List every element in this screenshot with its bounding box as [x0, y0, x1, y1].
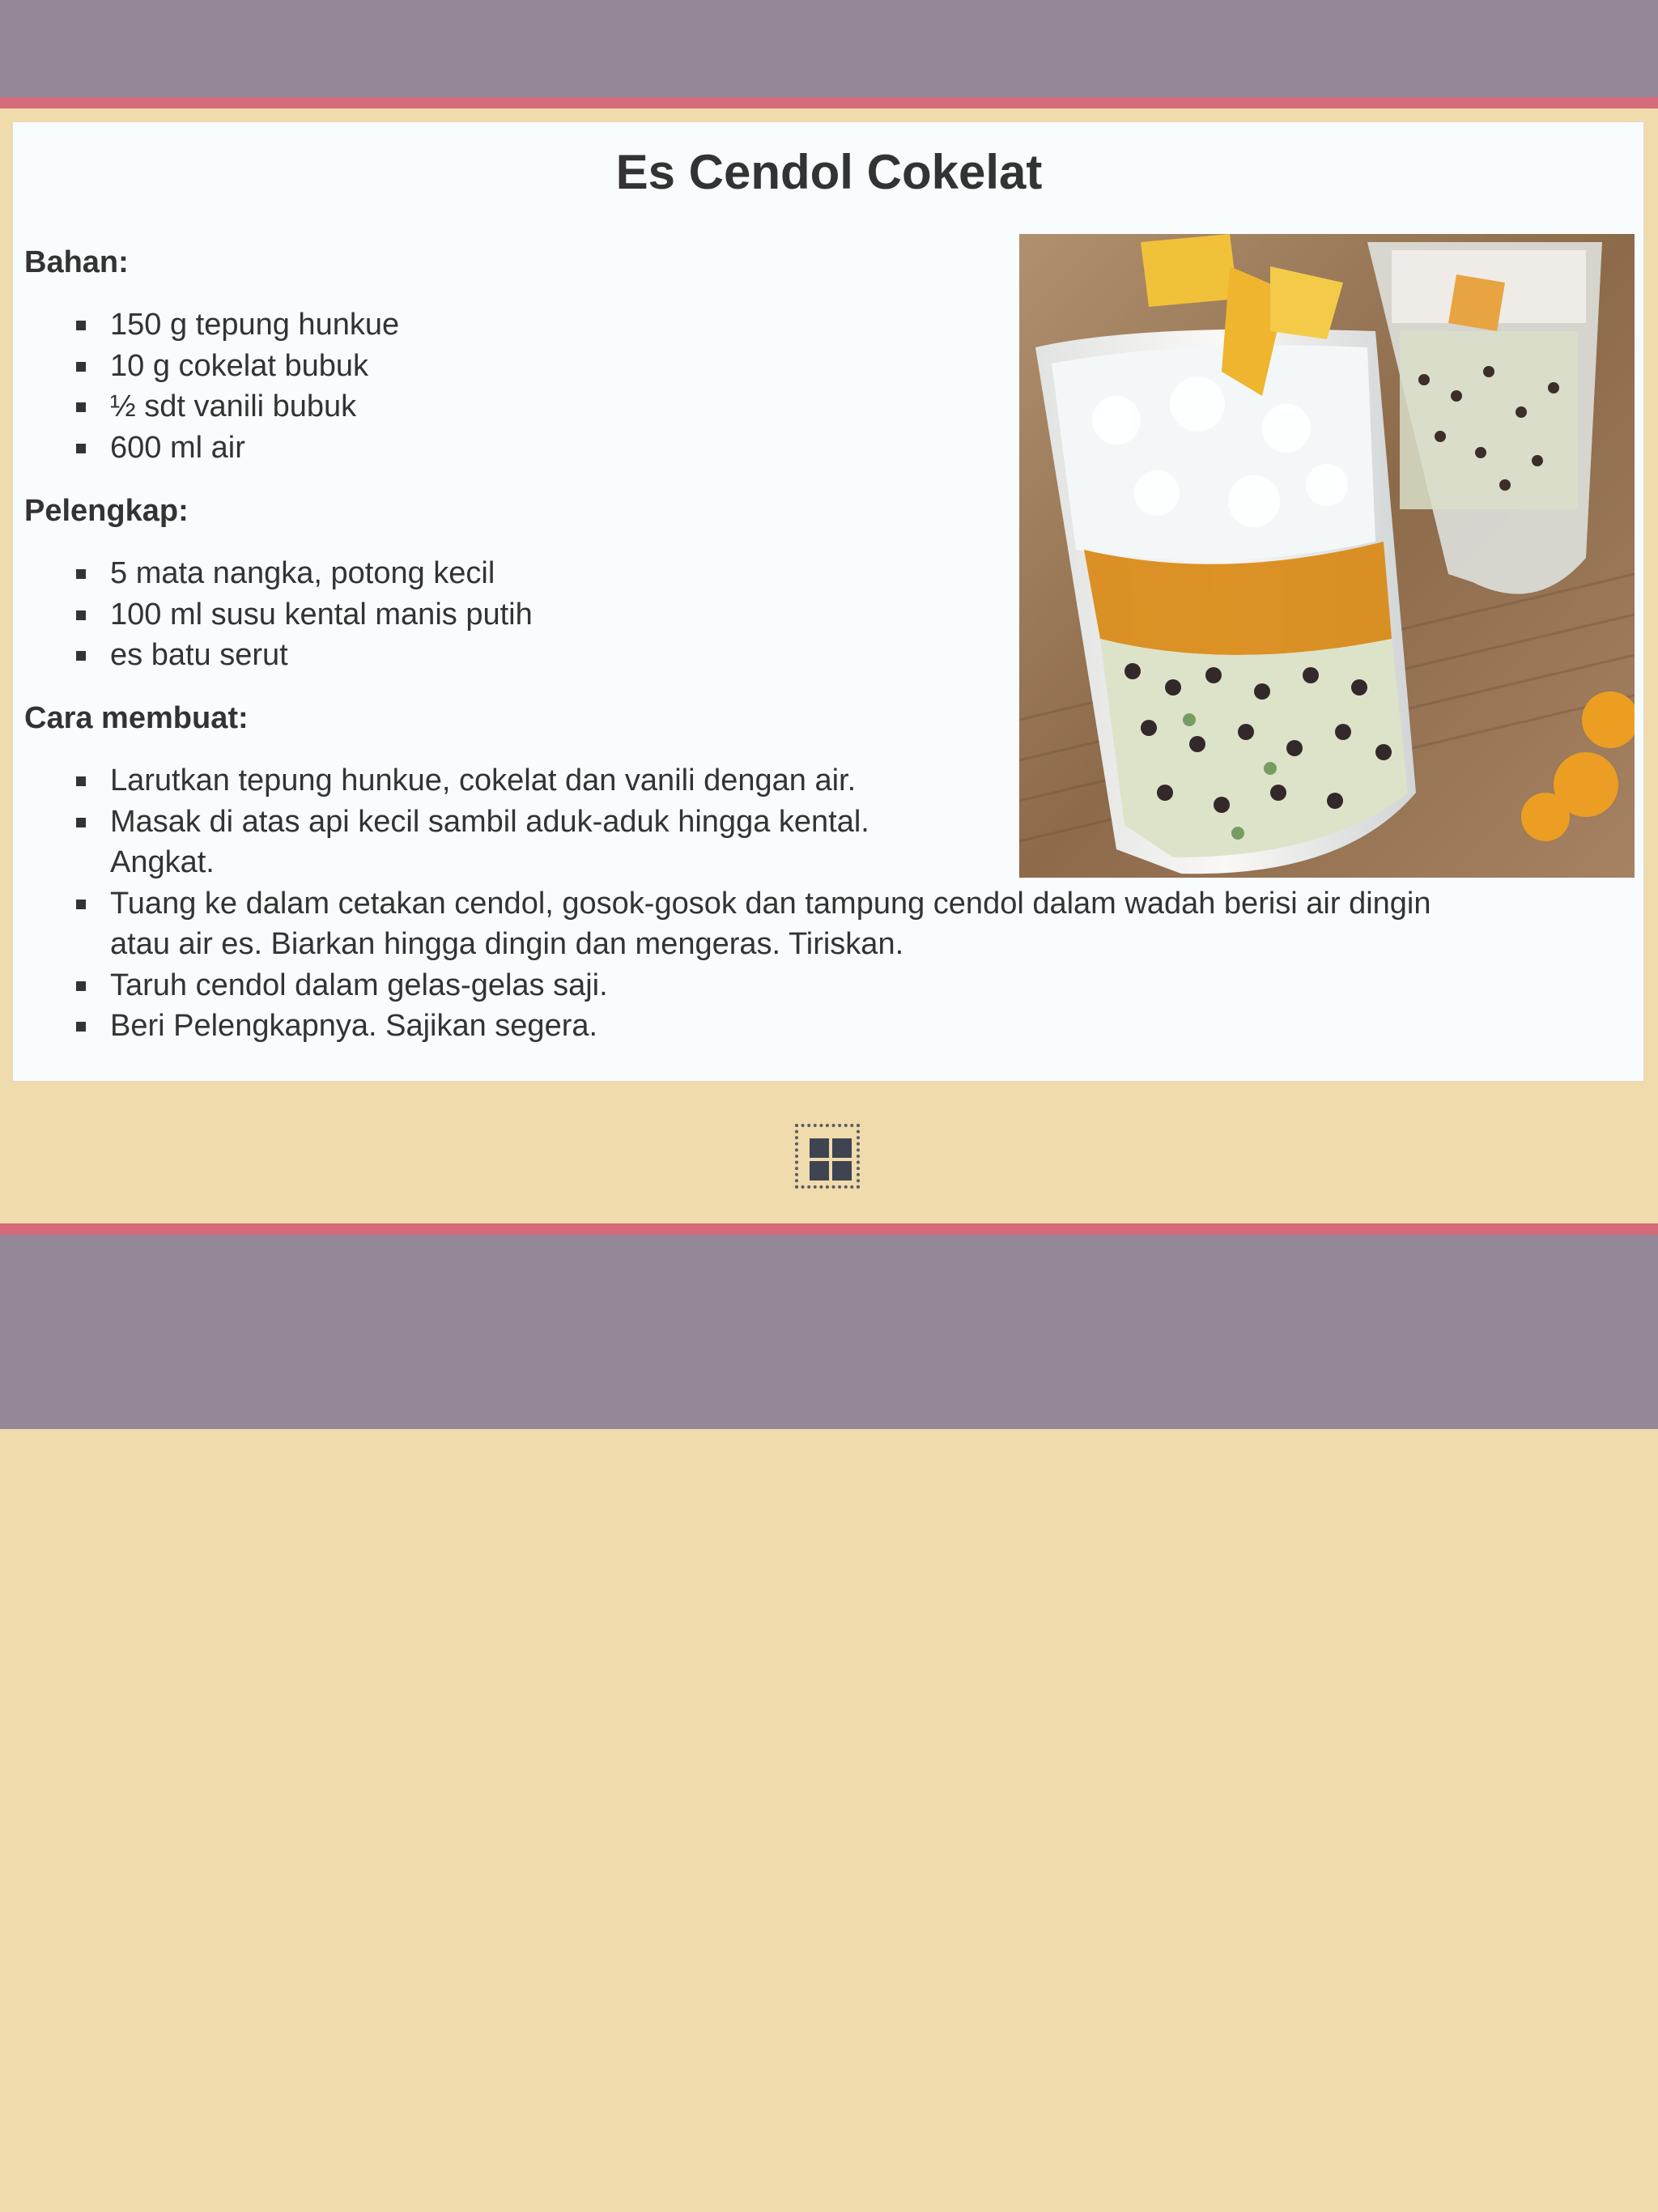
list-item: [13, 346, 1486, 387]
list-item: [13, 802, 928, 883]
header-band: [0, 0, 1658, 97]
list-item-text: ½ sdt vanili bubuk: [110, 389, 357, 423]
list-item-text: 100 ml susu kental manis putih: [110, 597, 533, 632]
bullet-icon: [76, 569, 86, 579]
recipe-card: [12, 121, 1644, 1082]
list-item-text: Beri Pelengkapnya. Sajikan segera.: [110, 1009, 598, 1043]
bullet-icon: [76, 981, 86, 991]
bullet-icon: [76, 610, 86, 620]
grid-menu-button[interactable]: [795, 1124, 860, 1189]
grid-icon-cell: [832, 1161, 852, 1180]
pelengkap-list: [13, 553, 1486, 676]
bullet-icon: [76, 444, 86, 453]
page-title: Es Cendol Cokelat: [615, 145, 1043, 199]
list-item: [13, 760, 928, 802]
list-item: [13, 553, 1486, 594]
bullet-icon: [76, 776, 86, 786]
grid-icon-cell: [810, 1161, 829, 1180]
cara-list: [13, 760, 1486, 1047]
pelengkap-heading: Pelengkap:: [24, 494, 189, 528]
bullet-icon: [76, 321, 86, 330]
header-stripe: [0, 97, 1658, 108]
list-item: [13, 304, 1486, 346]
bahan-heading: Bahan:: [24, 245, 129, 279]
list-item: [13, 428, 1486, 469]
list-item-text: 150 g tepung hunkue: [110, 308, 400, 342]
list-item-text: 600 ml air: [110, 430, 245, 465]
cara-heading: Cara membuat:: [24, 701, 249, 735]
list-item-text: 10 g cokelat bubuk: [110, 348, 369, 383]
bullet-icon: [76, 651, 86, 661]
list-item: [13, 594, 1486, 636]
list-item: [13, 1006, 1486, 1047]
list-item-text: es batu serut: [110, 638, 288, 672]
bullet-icon: [76, 402, 86, 412]
footer-stripe: [0, 1223, 1658, 1235]
list-item-text: Taruh cendol dalam gelas-gelas saji.: [110, 968, 608, 1002]
bullet-icon: [76, 362, 86, 372]
list-item-text: Tuang ke dalam cetakan cendol, gosok-gosok dan tampung cendol dalam wadah berisi air dingin atau air es. Biarkan hingga dingin dan mengeras. Tiriskan.: [110, 886, 1431, 961]
list-item-text: Larutkan tepung hunkue, cokelat dan vanili dengan air.: [110, 764, 857, 798]
bahan-list: [13, 304, 1486, 468]
grid-icon: [810, 1138, 829, 1158]
footer-band: [0, 1235, 1658, 1429]
bullet-icon: [76, 818, 86, 827]
grid-icon-cell: [832, 1138, 852, 1158]
bullet-icon: [76, 900, 86, 909]
list-item-text: 5 mata nangka, potong kecil: [110, 556, 495, 590]
list-item: [13, 386, 1486, 428]
bullet-icon: [76, 1022, 86, 1032]
list-item: [13, 883, 1486, 965]
list-item: [13, 635, 1486, 676]
list-item-text: Masak di atas api kecil sambil aduk-aduk hingga kental. Angkat.: [110, 804, 869, 879]
list-item: [13, 965, 1486, 1006]
